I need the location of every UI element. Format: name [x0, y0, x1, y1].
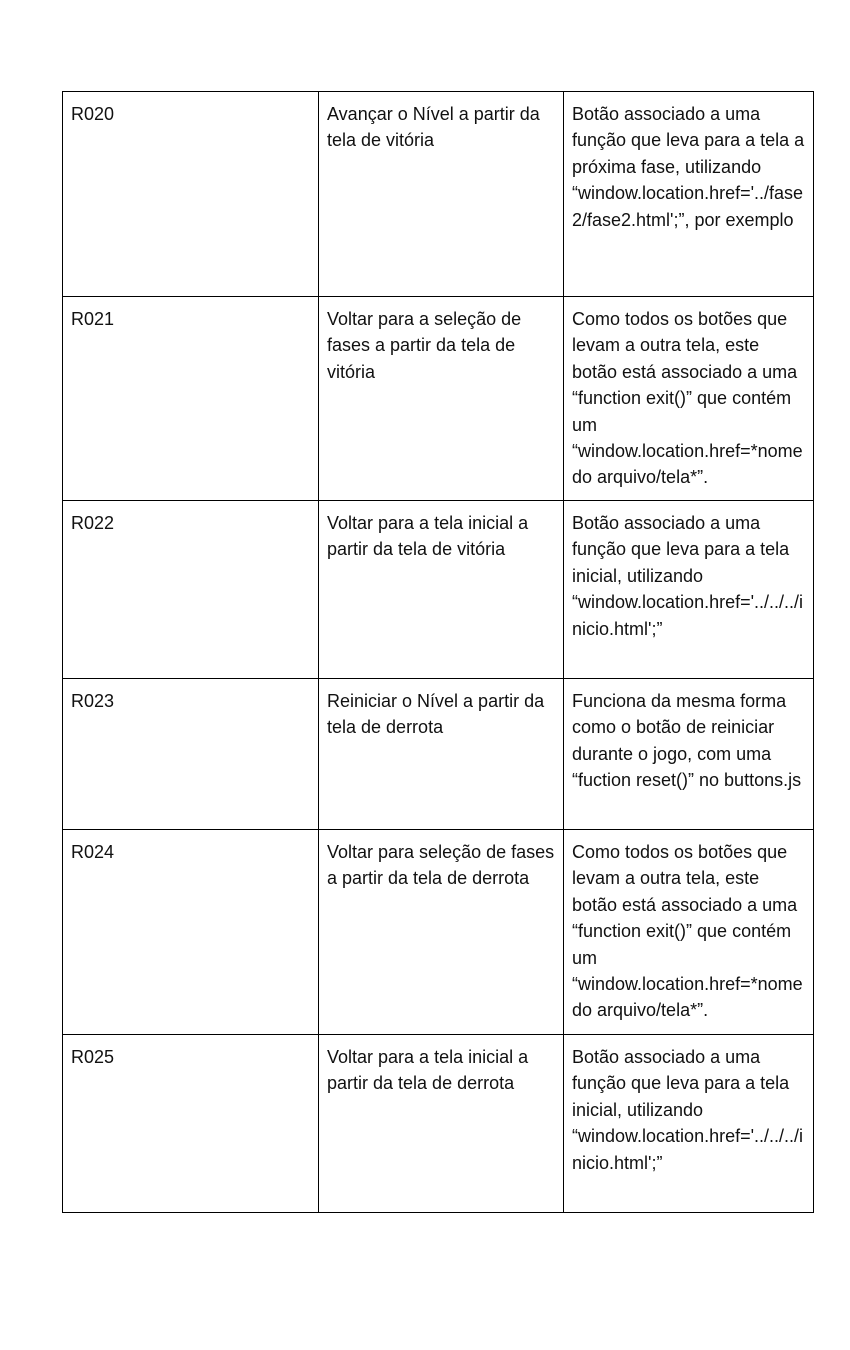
- requirement-description-cell: Voltar para a tela inicial a partir da tela de derrota: [319, 1035, 564, 1213]
- table-row: [63, 501, 814, 679]
- requirement-implementation-cell: Botão associado a uma função que leva para a tela inicial, utilizando “window.location.href='../../../inicio.html';”: [564, 501, 814, 679]
- table-row: [63, 679, 814, 830]
- requirement-implementation-cell: Como todos os botões que levam a outra tela, este botão está associado a uma “function exit()” que contém um “window.location.href=*nome do arquivo/tela*”.: [564, 297, 814, 501]
- requirement-id-cell: R022: [63, 501, 319, 679]
- requirement-description-cell: Voltar para a tela inicial a partir da tela de vitória: [319, 501, 564, 679]
- requirement-description-cell: Voltar para a seleção de fases a partir da tela de vitória: [319, 297, 564, 501]
- requirement-implementation-cell: Funciona da mesma forma como o botão de reiniciar durante o jogo, com uma “fuction reset()” no buttons.js: [564, 679, 814, 830]
- requirement-implementation-cell: Botão associado a uma função que leva para a tela inicial, utilizando “window.location.href='../../../inicio.html';”: [564, 1035, 814, 1213]
- requirement-description-cell: Voltar para seleção de fases a partir da tela de derrota: [319, 830, 564, 1035]
- requirements-table: [62, 91, 814, 1213]
- requirement-implementation-cell: Botão associado a uma função que leva para a tela a próxima fase, utilizando “window.location.href='../fase2/fase2.html';”, por exemplo: [564, 92, 814, 297]
- requirement-id-cell: R025: [63, 1035, 319, 1213]
- table-row: [63, 1035, 814, 1213]
- requirement-description-cell: Reiniciar o Nível a partir da tela de derrota: [319, 679, 564, 830]
- requirement-description-cell: Avançar o Nível a partir da tela de vitória: [319, 92, 564, 297]
- requirement-id-cell: R024: [63, 830, 319, 1035]
- requirement-id-cell: R023: [63, 679, 319, 830]
- table-row: [63, 830, 814, 1035]
- table-row: [63, 92, 814, 297]
- requirement-implementation-cell: Como todos os botões que levam a outra tela, este botão está associado a uma “function exit()” que contém um “window.location.href=*nome do arquivo/tela*”.: [564, 830, 814, 1035]
- requirement-id-cell: R021: [63, 297, 319, 501]
- table-row: [63, 297, 814, 501]
- requirement-id-cell: R020: [63, 92, 319, 297]
